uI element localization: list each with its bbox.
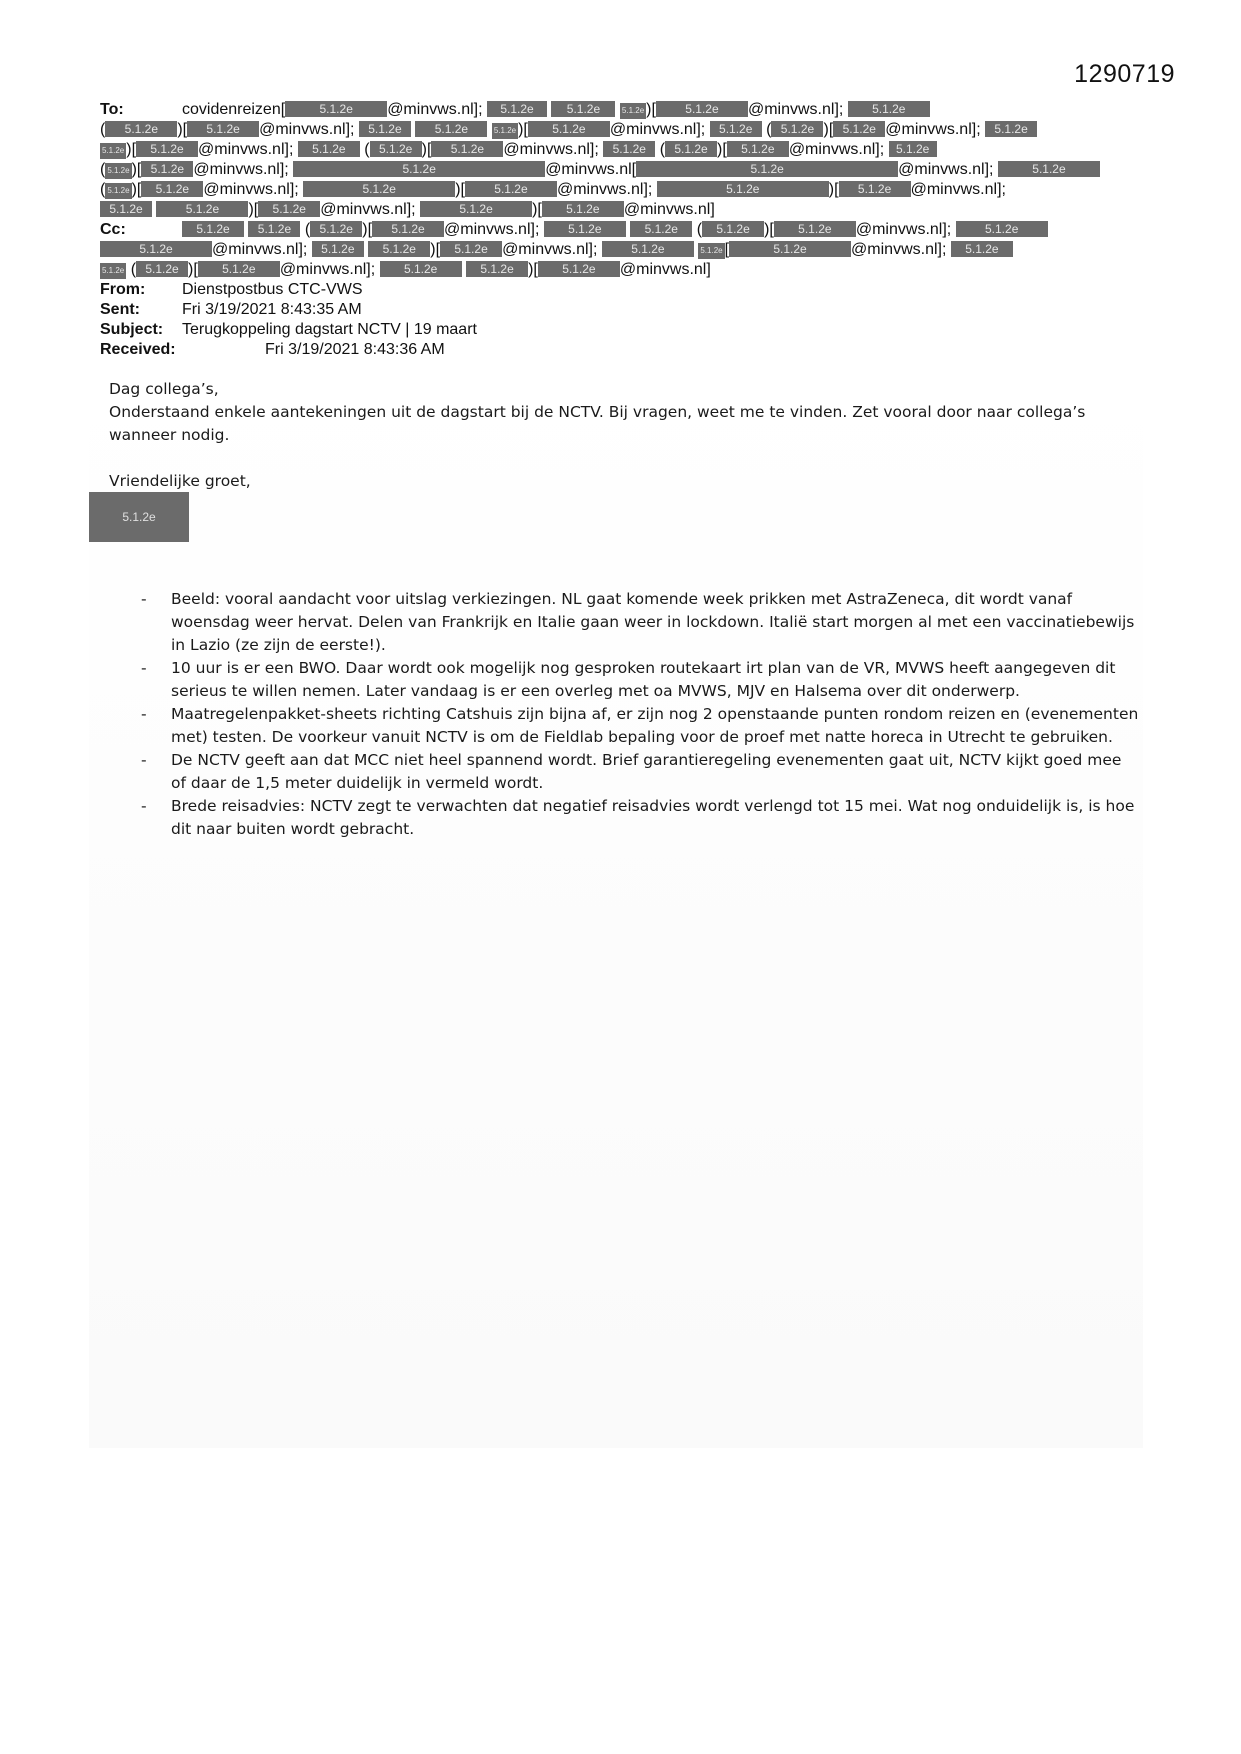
to-line-2: ( 5.1.2e )[ 5.1.2e @minvws.nl]; 5.1.2e 5.1.2e 5.1.2e )[ 5.1.2e @minvws.nl]; 5.1.2e ( 5.1.2e )[ 5.1.2e @minvws.nl]; 5.1.2e: [100, 120, 1140, 140]
redaction: 5.1.2e: [298, 141, 360, 157]
redaction: 5.1.2e: [729, 241, 851, 257]
redaction: 5.1.2e: [415, 121, 487, 137]
received-label: Received:: [100, 341, 176, 358]
redaction: 5.1.2e: [544, 221, 626, 237]
redaction: 5.1.2e: [141, 161, 193, 177]
redaction: 5.1.2e: [431, 141, 503, 157]
email-domain: @minvws.nl: [885, 121, 972, 138]
redaction: 5.1.2e: [602, 241, 694, 257]
list-item-text: Brede reisadvies: NCTV zegt te verwachten dat negatief reisadvies wordt verlengd tot 15 mei. Wat nog onduidelijk is, is hoe dit naar buiten wordt gebracht.: [171, 797, 1135, 838]
redaction: 5.1.2e: [248, 221, 300, 237]
redaction: 5.1.2e: [310, 221, 362, 237]
redaction: 5.1.2e: [466, 261, 528, 277]
email-domain: @minvws.nl: [320, 201, 407, 218]
redaction: 5.1.2e: [187, 121, 259, 137]
redaction: 5.1.2e: [293, 161, 545, 177]
notes-list: [141, 588, 1141, 841]
list-item: [141, 588, 1141, 657]
redaction: 5.1.2e: [303, 181, 455, 197]
redaction: 5.1.2e: [100, 263, 126, 279]
received-value: Fri 3/19/2021 8:43:36 AM: [265, 341, 445, 358]
list-item: [141, 795, 1141, 841]
redaction: 5.1.2e: [727, 141, 789, 157]
redaction: 5.1.2e: [105, 163, 131, 179]
redaction: 5.1.2e: [774, 221, 856, 237]
email-domain: @minvws.nl: [910, 181, 998, 198]
to-label: To:: [100, 101, 124, 118]
email-domain: @minvws.nl: [259, 121, 346, 138]
redaction: 5.1.2e: [528, 121, 610, 137]
redaction: 5.1.2e: [551, 101, 615, 117]
list-item-text: 10 uur is er een BWO. Daar wordt ook mogelijk nog gesproken routekaart irt plan van de VR, MVWS heeft aangegeven dit serieus te willen nemen. Later vandaag is er een overleg met oa MVWS, MJV en Halsema over dit onderwerp.: [171, 659, 1116, 700]
email-domain: @minvws.nl: [747, 101, 835, 118]
redaction: 5.1.2e: [368, 241, 430, 257]
redaction: 5.1.2e: [702, 221, 764, 237]
redaction: 5.1.2e: [636, 161, 898, 177]
signature-redaction: 5.1.2e: [89, 492, 189, 542]
message-text: [109, 378, 1109, 493]
redaction: 5.1.2e: [656, 101, 748, 117]
redaction: 5.1.2e: [771, 121, 823, 137]
redaction: 5.1.2e: [372, 221, 444, 237]
bullet-dash: -: [141, 751, 147, 769]
redaction: 5.1.2e: [839, 181, 911, 197]
redaction: 5.1.2e: [889, 141, 937, 157]
redaction: 5.1.2e: [141, 181, 203, 197]
closing: Vriendelijke groet,: [109, 472, 251, 490]
cc-line-1: Cc: 5.1.2e 5.1.2e ( 5.1.2e )[ 5.1.2e @minvws.nl]; 5.1.2e 5.1.2e ( 5.1.2e )[ 5.1.2e @minvws.nl]; 5.1.2e: [100, 220, 1140, 240]
redaction: 5.1.2e: [136, 261, 188, 277]
redaction: 5.1.2e: [182, 221, 244, 237]
redaction: 5.1.2e: [105, 183, 131, 199]
from-line: [100, 280, 1140, 300]
list-item-text: De NCTV geeft aan dat MCC niet heel spannend wordt. Brief garantieregeling evenementen gaat uit, NCTV kijkt goed mee of daar de 1,5 meter duidelijk in vermeld wordt.: [171, 751, 1122, 792]
email-domain: @minvws.nl: [855, 221, 943, 238]
email-domain: @minvws.nl: [212, 241, 299, 258]
redaction: 5.1.2e: [710, 121, 762, 137]
redaction: 5.1.2e: [620, 103, 646, 119]
email-header: [100, 100, 1140, 360]
email-domain: @minvws.nl: [619, 261, 707, 278]
cc-line-3: 5.1.2e ( 5.1.2e )[ 5.1.2e @minvws.nl]; 5.1.2e 5.1.2e )[ 5.1.2e @minvws.nl]: [102, 261, 711, 278]
to-line-5: ( 5.1.2e )[ 5.1.2e @minvws.nl]; 5.1.2e )[ 5.1.2e @minvws.nl]; 5.1.2e )[ 5.1.2e @minvws.nl];: [100, 181, 1006, 198]
redaction: 5.1.2e: [285, 101, 387, 117]
redaction: 5.1.2e: [492, 123, 518, 139]
received-line: [100, 340, 1140, 360]
redaction: 5.1.2e: [156, 201, 248, 217]
bullet-dash: -: [141, 659, 147, 677]
email-domain: @minvws.nl: [556, 181, 644, 198]
redaction: 5.1.2e: [100, 201, 152, 217]
to-recipient: covidenreizen: [182, 101, 281, 118]
redaction: 5.1.2e: [985, 121, 1037, 137]
redaction: 5.1.2e: [951, 241, 1013, 257]
redaction: 5.1.2e: [833, 121, 885, 137]
subject-label: Subject:: [100, 321, 164, 338]
redaction: 5.1.2e: [136, 141, 198, 157]
cc-line-2: 5.1.2e @minvws.nl]; 5.1.2e 5.1.2e )[ 5.1.2e @minvws.nl]; 5.1.2e 5.1.2e [ 5.1.2e @minvws.nl]; 5.1.2e: [100, 240, 1140, 260]
email-domain: @minvws.nl: [609, 121, 697, 138]
email-domain: @minvws.nl: [387, 101, 474, 118]
to-line-4: ( 5.1.2e )[ 5.1.2e @minvws.nl]; 5.1.2e @minvws.nl[ 5.1.2e @minvws.nl]; 5.1.2e: [100, 160, 1140, 180]
redaction: 5.1.2e: [370, 141, 422, 157]
bullet-dash: -: [141, 797, 147, 815]
email-domain: @minvws.nl: [503, 141, 590, 158]
subject-line: [100, 320, 1140, 340]
redaction: 5.1.2e: [198, 261, 280, 277]
cc-label: Cc:: [100, 221, 126, 238]
redaction: 5.1.2e: [956, 221, 1048, 237]
intro-paragraph: Onderstaand enkele aantekeningen uit de dagstart bij de NCTV. Bij vragen, weet me te vinden. Zet vooral door naar collega’s wanneer nodig.: [109, 403, 1086, 444]
from-label: From:: [100, 281, 146, 298]
list-item: [141, 657, 1141, 703]
to-line-3: 5.1.2e )[ 5.1.2e @minvws.nl]; 5.1.2e ( 5.1.2e )[ 5.1.2e @minvws.nl]; 5.1.2e ( 5.1.2e )[ 5.1.2e @minvws.nl]; 5.1.2e: [100, 140, 1140, 160]
email-domain: @minvws.nl: [851, 241, 938, 258]
redaction: 5.1.2e: [420, 201, 532, 217]
email-domain: @minvws.nl: [193, 161, 280, 178]
redaction: 5.1.2e: [698, 243, 724, 259]
redaction: 5.1.2e: [848, 101, 930, 117]
list-item-text: Maatregelenpakket-sheets richting Catshuis zijn bijna af, er zijn nog 2 openstaande punten rondom reizen en (evenementen met) testen. De voorkeur vanuit NCTV is om de Fieldlab bepaling voor de proef met natte horeca in Utrecht te gebruiken.: [171, 705, 1139, 746]
redaction: 5.1.2e: [440, 241, 502, 257]
list-item: [141, 749, 1141, 795]
document-number: 1290719: [1074, 60, 1175, 88]
redaction: 5.1.2e: [100, 143, 126, 159]
email-domain: @minvws.nl: [279, 261, 367, 278]
email-domain: @minvws.nl: [444, 221, 531, 238]
redaction: 5.1.2e: [630, 221, 692, 237]
redaction: 5.1.2e: [538, 261, 620, 277]
to-line-1: To: covidenreizen[ 5.1.2e @minvws.nl]; 5.1.2e 5.1.2e 5.1.2e )[ 5.1.2e @minvws.nl]; 5.1.2e: [100, 100, 1140, 120]
email-domain: @minvws.nl: [198, 141, 285, 158]
greeting: Dag collega’s,: [109, 380, 219, 398]
redaction: 5.1.2e: [465, 181, 557, 197]
list-item-text: Beeld: vooral aandacht voor uitslag verkiezingen. NL gaat komende week prikken met AstraZeneca, dit wordt vanaf woensdag weer hervat. Delen van Frankrijk en Italie gaan weer in lockdown. Italië start morgen al met een vaccinatiebewijs in Lazio (ze zijn de eerste!).: [171, 590, 1135, 654]
redaction: 5.1.2e: [312, 241, 364, 257]
message-body: [89, 368, 1143, 1448]
redaction: 5.1.2e: [380, 261, 462, 277]
redaction: 5.1.2e: [487, 101, 547, 117]
to-line-6: 5.1.2e 5.1.2e )[ 5.1.2e @minvws.nl]; 5.1.2e )[ 5.1.2e @minvws.nl]: [100, 200, 1140, 220]
redaction: 5.1.2e: [603, 141, 655, 157]
sent-label: Sent:: [100, 301, 140, 318]
bullet-dash: -: [141, 590, 147, 608]
redaction: 5.1.2e: [105, 121, 177, 137]
redaction: 5.1.2e: [998, 161, 1100, 177]
email-domain: @minvws.nl: [788, 141, 876, 158]
redaction: 5.1.2e: [258, 201, 320, 217]
subject-value: Terugkoppeling dagstart NCTV | 19 maart: [182, 321, 477, 338]
sent-value: Fri 3/19/2021 8:43:35 AM: [182, 301, 362, 318]
email-domain: @minvws.nl: [545, 161, 632, 178]
email-domain: @minvws.nl: [203, 181, 290, 198]
bullet-dash: -: [141, 705, 147, 723]
email-domain: @minvws.nl: [502, 241, 589, 258]
redaction: 5.1.2e: [665, 141, 717, 157]
sent-line: [100, 300, 1140, 320]
email-domain: @minvws.nl: [898, 161, 985, 178]
redaction: 5.1.2e: [100, 241, 212, 257]
redaction: 5.1.2e: [359, 121, 411, 137]
list-item: [141, 703, 1141, 749]
redaction: 5.1.2e: [542, 201, 624, 217]
from-value: Dienstpostbus CTC-VWS: [182, 281, 363, 298]
email-domain: @minvws.nl: [623, 201, 711, 218]
redaction: 5.1.2e: [657, 181, 829, 197]
